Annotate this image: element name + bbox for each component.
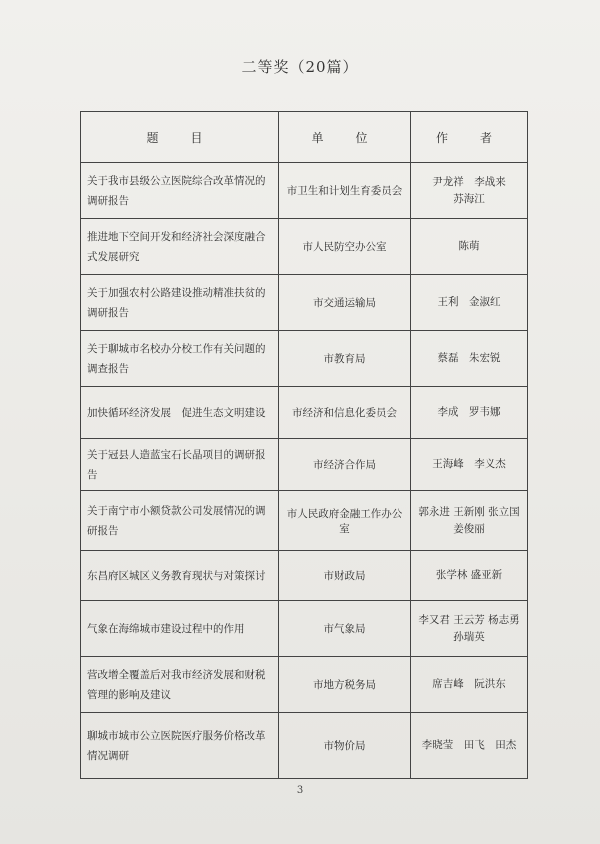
row-unit: 市物价局 — [279, 713, 411, 779]
row-unit: 市卫生和计划生育委员会 — [279, 163, 411, 219]
author-line: 郭永进 王新刚 张立国 姜俊丽 — [418, 505, 520, 535]
row-title: 关于冠县人造蓝宝石长晶项目的调研报告 — [81, 439, 279, 491]
row-authors — [411, 551, 528, 601]
row-authors — [411, 713, 528, 779]
table-header-row — [81, 112, 528, 163]
row-unit: 市交通运输局 — [279, 275, 411, 331]
row-title: 东昌府区城区义务教育现状与对策探讨 — [81, 551, 279, 601]
table-row — [81, 163, 528, 219]
author-line: 尹龙祥 李战来 苏海江 — [432, 175, 506, 205]
row-unit: 市经济合作局 — [279, 439, 411, 491]
row-unit: 市经济和信息化委员会 — [279, 387, 411, 439]
row-unit: 市人民防空办公室 — [279, 219, 411, 275]
row-authors — [411, 657, 528, 713]
table-row — [81, 601, 528, 657]
row-authors — [411, 275, 528, 331]
author-line: 李晓莹 田飞 田杰 — [421, 739, 517, 751]
author-line: 张学林 盛亚新 — [435, 569, 503, 581]
author-line: 王利 金淑红 — [437, 296, 501, 308]
row-title: 加快循环经济发展 促进生态文明建设 — [81, 387, 279, 439]
table-row — [81, 331, 528, 387]
row-title: 推进地下空间开发和经济社会深度融合式发展研究 — [81, 219, 279, 275]
page-number: 3 — [296, 785, 304, 796]
row-unit: 市地方税务局 — [279, 657, 411, 713]
row-authors — [411, 601, 528, 657]
row-title: 关于我市县级公立医院综合改革情况的调研报告 — [81, 163, 279, 219]
row-title: 聊城市城市公立医院医疗服务价格改革情况调研 — [81, 713, 279, 779]
row-title: 关于加强农村公路建设推动精准扶贫的调研报告 — [81, 275, 279, 331]
section-heading: 二等奖（20篇） — [241, 58, 359, 76]
row-title: 关于聊城市名校办分校工作有关问题的调查报告 — [81, 331, 279, 387]
row-authors — [411, 163, 528, 219]
table-row — [81, 439, 528, 491]
header-title: 题 目 — [81, 112, 279, 163]
row-title: 气象在海绵城市建设过程中的作用 — [81, 601, 279, 657]
row-unit: 市人民政府金融工作办公室 — [279, 491, 411, 551]
table-row — [81, 657, 528, 713]
table-row — [81, 551, 528, 601]
row-authors — [411, 219, 528, 275]
row-unit: 市教育局 — [279, 331, 411, 387]
row-title: 关于南宁市小额贷款公司发展情况的调研报告 — [81, 491, 279, 551]
table-row — [81, 387, 528, 439]
author-line: 王海峰 李义杰 — [432, 458, 506, 470]
table-row — [81, 713, 528, 779]
row-authors — [411, 331, 528, 387]
table-row — [81, 219, 528, 275]
author-line: 李又君 王云芳 杨志勇 孙瑞英 — [418, 613, 520, 643]
author-line: 陈萌 — [458, 240, 480, 252]
header-unit: 单 位 — [279, 112, 411, 163]
author-line: 蔡磊 朱宏锐 — [437, 352, 501, 364]
table-row — [81, 275, 528, 331]
row-title: 营改增全覆盖后对我市经济发展和财税管理的影响及建议 — [81, 657, 279, 713]
table-row — [81, 491, 528, 551]
row-unit: 市财政局 — [279, 551, 411, 601]
row-authors — [411, 439, 528, 491]
author-line: 席吉峰 阮洪东 — [432, 678, 506, 690]
row-unit: 市气象局 — [279, 601, 411, 657]
author-line: 李成 罗韦娜 — [437, 406, 501, 418]
awards-table — [80, 111, 528, 779]
header-author: 作 者 — [411, 112, 528, 163]
row-authors — [411, 491, 528, 551]
row-authors — [411, 387, 528, 439]
